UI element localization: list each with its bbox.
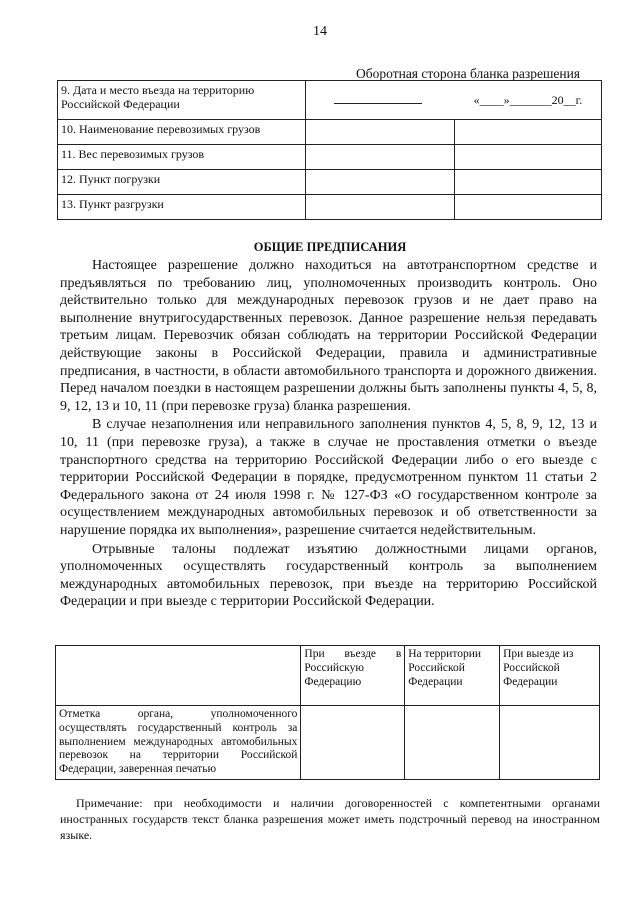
table-cell [455,195,602,220]
paragraph: Настоящее разрешение должно находиться на автотранспортном средстве и предъявляться по требованию лиц, уполномоченных производить контроль. Оно действительно только для международных перевозок грузов и не дает право на выполнение внутригосударственных перевозок. Данное разрешение нельзя передавать третьим лицам. Перевозчик обязан соблюдать на территории Российской Федерации действующие законы в Российской Федерации, правила и административные предписания, в частности, в области автомобильного транспорта и дорожного движения. Перед началом поездки в настоящем разрешении должны быть заполнены пункты 4, 5, 8, 9, 12, 13 и 10, 11 (при перевозке груза) бланка разрешения. [60,258,597,414]
table-cell [301,706,405,780]
row-label-unloading-point: 13. Пункт разгрузки [58,195,306,220]
row-label-cargo-weight: 11. Вес перевозимых грузов [58,145,306,170]
row-label-control-mark: Отметка органа, уполномоченного осуществлять государственный контроль за выполнением международных автомобильных перевозок на территории Российской Федерации, заверенная печатью [56,706,301,780]
table-cell [305,120,455,145]
page-number: 14 [313,24,327,39]
table-row [58,120,602,145]
table-row [58,170,602,195]
header-exit: При выезде из Российской Федерации [500,646,600,706]
entry-date-value: «____»_______20__г. [473,93,583,107]
entry-date-field [305,81,601,120]
table-cell [455,145,602,170]
footnote: Примечание: при необходимости и наличии договоренностей с компетентными органами иностранных государств текст бланка разрешения может иметь подстрочный перевод на иностранном языке. [60,796,600,842]
table-cell [500,706,600,780]
table-cell [56,646,301,706]
coupon-marks-table [55,645,600,780]
table-row [58,145,602,170]
place-blank-line [334,103,422,104]
table-cell [455,120,602,145]
table-cell [305,145,455,170]
table-row [56,706,600,780]
table-cell [405,706,500,780]
table-row [58,195,602,220]
paragraph: В случае незаполнения или неправильного заполнения пунктов 4, 5, 8, 9, 12, 13 и 10, 11 (при перевозке груза), а также в случае не проставления отметки о въезде транспортного средства на территорию Российской Федерации либо о его выезде с территории Российской Федерации в порядке, предусмотренном пунктом 11 статьи 2 Федерального закона от 24 июля 1998 г. № 127-ФЗ «О государственном контроле за осуществлением международных автомобильных перевозок и об ответственности за нарушение порядка их выполнения», разрешение считается недействительным. [60,417,597,538]
paragraph: Отрывные талоны подлежат изъятию должностными лицами органов, уполномоченных осуществлять государственный контроль за выполнением международных автомобильных перевозок, при въезде на территорию Российской Федерации и при выезде с территории Российской Федерации. [60,541,597,610]
row-label-loading-point: 12. Пункт погрузки [58,170,306,195]
row-label-cargo-name: 10. Наименование перевозимых грузов [58,120,306,145]
back-side-label: Оборотная сторона бланка разрешения [356,66,581,81]
table-cell [455,170,602,195]
permit-details-table [57,80,602,220]
table-cell [305,195,455,220]
table-row [56,646,600,706]
section-title: ОБЩИЕ ПРЕДПИСАНИЯ [253,240,407,254]
row-label-entry-date: 9. Дата и место въезда на территорию Российской Федерации [58,81,306,120]
header-territory: На территории Российской Федерации [405,646,500,706]
table-row [58,81,602,120]
header-entry: При въезде в Российскую Федерацию [301,646,405,706]
general-provisions-text [60,257,597,612]
table-cell [305,170,455,195]
